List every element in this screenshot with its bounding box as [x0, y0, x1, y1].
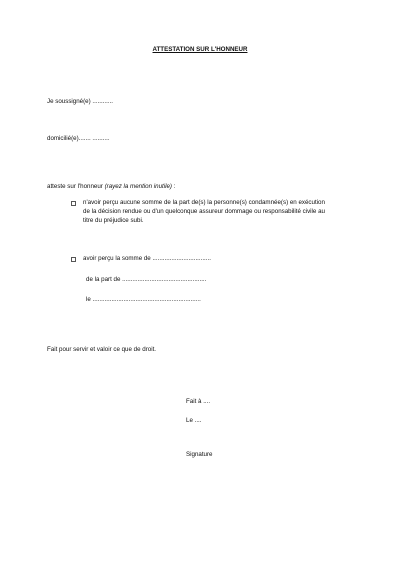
atteste-prefix: atteste sur l'honneur [47, 183, 105, 190]
option1-line3: titre du préjudice subi. [83, 217, 144, 224]
option2-checkbox[interactable] [71, 257, 76, 262]
atteste-italic-note: (rayez la mention inutile) [104, 183, 172, 190]
le-line: Le .... [186, 417, 202, 424]
option1-checkbox[interactable] [71, 201, 76, 206]
fait-pour-line: Fait pour servir et valoir ce que de droit. [47, 346, 157, 353]
soussigne-line: Je soussigné(e) ............ [47, 98, 114, 105]
option2-line3: le ............................................................... [86, 296, 201, 303]
option2-line2: de la part de ................................................. [86, 276, 207, 283]
page-title: ATTESTATION SUR L'HONNEUR [152, 46, 248, 53]
fait-a-line: Fait à .... [186, 398, 211, 405]
option2-line1: avoir perçu la somme de .................................. [83, 255, 211, 262]
atteste-suffix: : [172, 183, 176, 190]
option1-line2: de la décision rendue ou d'un quelconque assureur dommage ou responsabilité civile au [83, 208, 325, 215]
atteste-line [47, 183, 175, 191]
domicilie-line: domicilié(e)....... .......... [47, 135, 110, 142]
option1-line1: n'avoir perçu aucune somme de la part de(s) la personne(s) condamnée(s) en exécution [83, 199, 325, 206]
signature-label: Signature [186, 451, 213, 458]
